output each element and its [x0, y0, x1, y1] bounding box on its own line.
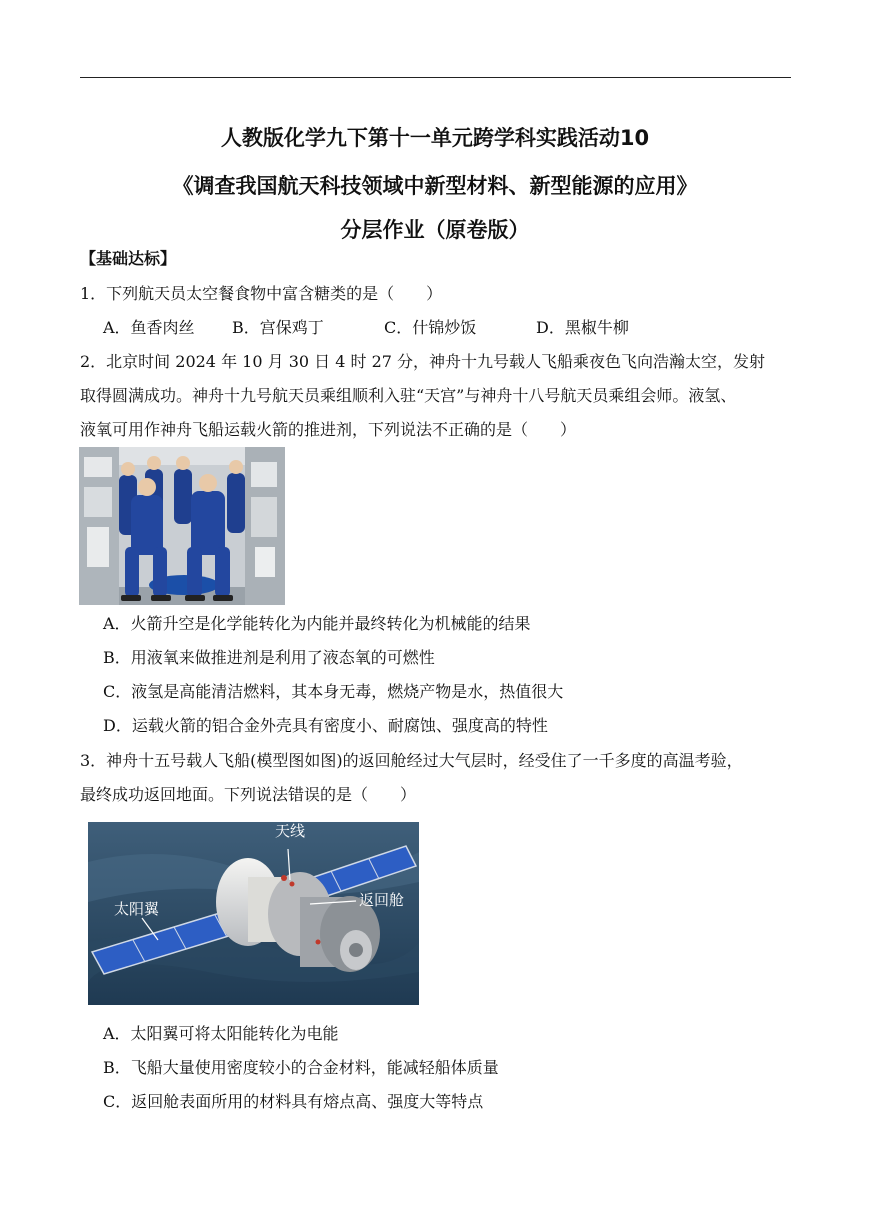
q1-option-c: C．什锦炒饭	[384, 318, 477, 337]
header-rule	[80, 77, 791, 78]
q2-option-d: D．运载火箭的铝合金外壳具有密度小、耐腐蚀、强度高的特性	[103, 716, 548, 735]
title-line-1: 人教版化学九下第十一单元跨学科实践活动10	[220, 126, 650, 150]
antenna-label: 天线	[275, 822, 306, 840]
q3-option-a: A．太阳翼可将太阳能转化为电能	[103, 1024, 339, 1043]
section-heading: 【基础达标】	[80, 249, 177, 268]
q1-option-b: B．宫保鸡丁	[232, 318, 324, 337]
q2-option-a: A．火箭升空是化学能转化为内能并最终转化为机械能的结果	[103, 614, 531, 633]
q2-option-b: B．用液氧来做推进剂是利用了液态氧的可燃性	[103, 648, 435, 667]
q2-option-c: C．液氢是高能清洁燃料，其本身无毒，燃烧产物是水，热值很大	[103, 682, 564, 701]
q3-option-b: B．飞船大量使用密度较小的合金材料，能减轻船体质量	[103, 1058, 499, 1077]
q2-stem-line-2: 取得圆满成功。神舟十九号航天员乘组顺利入驻“天宫”与神舟十八号航天员乘组会师。液氢、	[80, 386, 737, 405]
q3-stem-line-2: 最终成功返回地面。下列说法错误的是（ ）	[80, 785, 417, 804]
title-line-2: 《调查我国航天科技领域中新型材料、新型能源的应用》	[172, 174, 698, 198]
q2-stem-line-3: 液氧可用作神舟飞船运载火箭的推进剂，下列说法不正确的是（ ）	[80, 420, 577, 439]
astronauts-photo	[79, 447, 285, 605]
spacecraft-model-figure	[88, 822, 419, 1005]
solar-wing-label: 太阳翼	[114, 900, 160, 918]
q3-stem-line-1: 3．神舟十五号载人飞船(模型图如图)的返回舱经过大气层时，经受住了一千多度的高温考验，	[80, 751, 743, 770]
q1-stem: 1．下列航天员太空餐食物中富含糖类的是（ ）	[80, 284, 443, 303]
return-capsule-label: 返回舱	[359, 891, 405, 909]
q1-option-a: A．鱼香肉丝	[103, 318, 195, 337]
title-line-3: 分层作业（原卷版）	[340, 218, 530, 242]
q3-option-c: C．返回舱表面所用的材料具有熔点高、强度大等特点	[103, 1092, 484, 1111]
q1-option-d: D．黑椒牛柳	[536, 318, 629, 337]
q2-stem-line-1: 2．北京时间 2024 年 10 月 30 日 4 时 27 分，神舟十九号载人飞船乘夜色飞向浩瀚太空，发射	[80, 352, 766, 371]
